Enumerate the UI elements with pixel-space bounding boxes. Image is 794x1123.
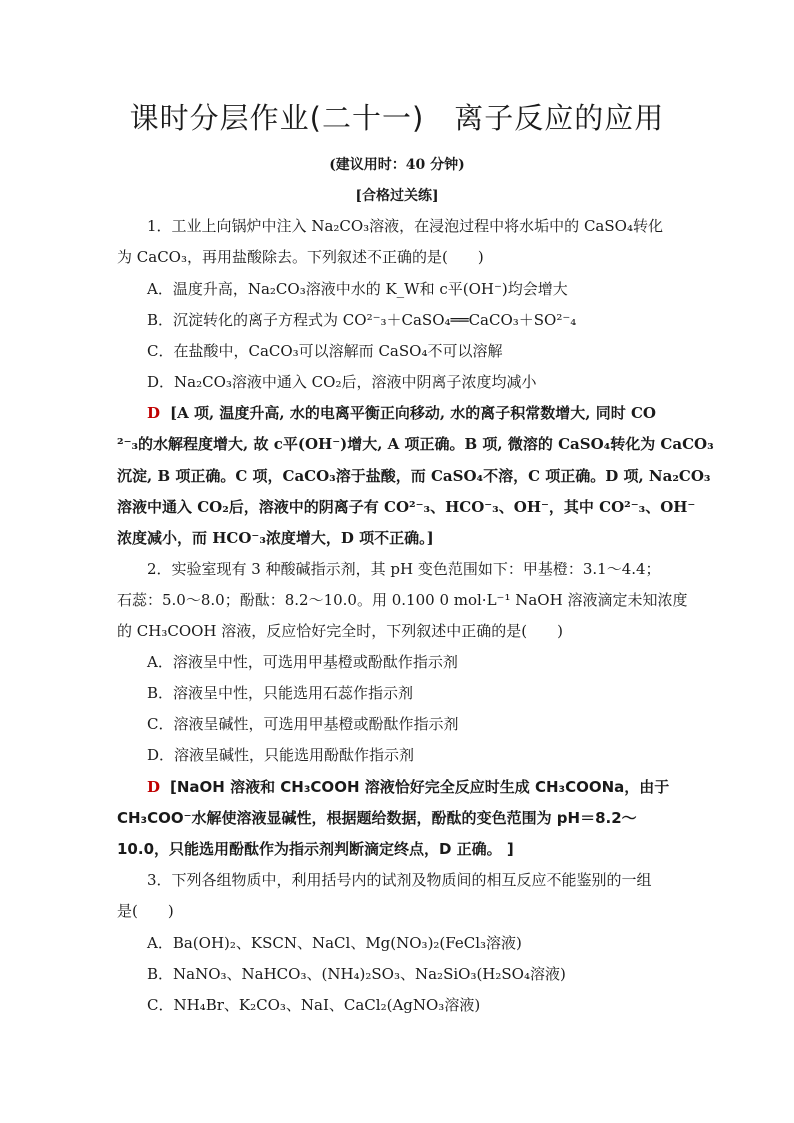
q3-stem-line-1: 3．下列各组物质中，利用括号内的试剂及物质间的相互反应不能鉴别的一组 bbox=[147, 871, 652, 889]
q1-option-a: A．温度升高，Na₂CO₃溶液中水的 K_W和 c平(OH⁻)均会增大 bbox=[147, 280, 568, 298]
q2-option-d: D．溶液呈碱性，只能选用酚酞作指示剂 bbox=[147, 746, 415, 764]
q2-explanation-text-1: [NaOH 溶液和 CH₃COOH 溶液恰好完全反应时生成 CH₃COONa，由于 bbox=[170, 778, 670, 796]
section-heading: [合格过关练] bbox=[355, 188, 439, 204]
q2-explanation-line-3: 10.0，只能选用酚酞作为指示剂判断滴定终点，D 正确。 ] bbox=[117, 840, 514, 858]
q2-answer: D bbox=[147, 778, 161, 796]
q2-stem-line-3: 的 CH₃COOH 溶液，反应恰好完全时，下列叙述中正确的是( ) bbox=[117, 622, 563, 640]
q1-explanation-text-1: [A 项, 温度升高, 水的电离平衡正向移动, 水的离子积常数增大, 同时 CO bbox=[170, 404, 656, 422]
q1-answer: D bbox=[147, 404, 161, 422]
q3-option-a: A．Ba(OH)₂、KSCN、NaCl、Mg(NO₃)₂(FeCl₃溶液) bbox=[147, 934, 522, 952]
suggested-time: (建议用时：40 分钟) bbox=[329, 157, 465, 173]
q2-option-b: B．溶液呈中性，只能选用石蕊作指示剂 bbox=[147, 684, 414, 702]
q1-explanation-line-2: ²⁻₃的水解程度增大, 故 c平(OH⁻)增大, A 项正确。B 项, 微溶的 CaSO₄转化为 CaCO₃ bbox=[117, 435, 714, 453]
q2-option-c: C．溶液呈碱性，可选用甲基橙或酚酞作指示剂 bbox=[147, 715, 459, 733]
q1-stem-line-2: 为 CaCO₃，再用盐酸除去。下列叙述不正确的是( ) bbox=[117, 248, 484, 266]
q1-explanation-line-3: 沉淀, B 项正确。C 项，CaCO₃溶于盐酸，而 CaSO₄不溶，C 项正确。D 项, Na₂CO₃ bbox=[117, 467, 711, 485]
q3-stem-line-2: 是( ) bbox=[117, 902, 174, 920]
q2-explanation-line-2: CH₃COO⁻水解使溶液显碱性，根据题给数据，酚酞的变色范围为 pH＝8.2～ bbox=[117, 809, 637, 827]
q1-option-b: B．沉淀转化的离子方程式为 CO²⁻₃＋CaSO₄══CaCO₃＋SO²⁻₄ bbox=[147, 311, 577, 329]
q3-option-b: B．NaNO₃、NaHCO₃、(NH₄)₂SO₃、Na₂SiO₃(H₂SO₄溶液) bbox=[147, 965, 566, 983]
q1-explanation-line-4: 溶液中通入 CO₂后，溶液中的阴离子有 CO²⁻₃、HCO⁻₃、OH⁻，其中 CO²⁻₃、OH⁻ bbox=[117, 498, 696, 516]
q1-explanation-line-5: 浓度减小，而 HCO⁻₃浓度增大，D 项不正确。] bbox=[117, 529, 434, 547]
q1-explanation-line-1 bbox=[147, 403, 687, 423]
q1-option-c: C．在盐酸中，CaCO₃可以溶解而 CaSO₄不可以溶解 bbox=[147, 342, 503, 360]
q2-stem-line-1: 2．实验室现有 3 种酸碱指示剂，其 pH 变色范围如下：甲基橙：3.1～4.4； bbox=[147, 560, 661, 578]
q3-option-c: C．NH₄Br、K₂CO₃、NaI、CaCl₂(AgNO₃溶液) bbox=[147, 996, 481, 1014]
q1-option-d: D．Na₂CO₃溶液中通入 CO₂后，溶液中阴离子浓度均减小 bbox=[147, 373, 537, 391]
page-title: 课时分层作业(二十一) 离子反应的应用 bbox=[129, 101, 665, 135]
q2-option-a: A．溶液呈中性，可选用甲基橙或酚酞作指示剂 bbox=[147, 653, 458, 671]
q2-stem-line-2: 石蕊：5.0～8.0；酚酞：8.2～10.0。用 0.100 0 mol·L⁻¹ NaOH 溶液滴定未知浓度 bbox=[117, 591, 688, 609]
q2-explanation-line-1 bbox=[147, 777, 687, 797]
q1-stem-line-1: 1．工业上向锅炉中注入 Na₂CO₃溶液，在浸泡过程中将水垢中的 CaSO₄转化 bbox=[147, 217, 663, 235]
